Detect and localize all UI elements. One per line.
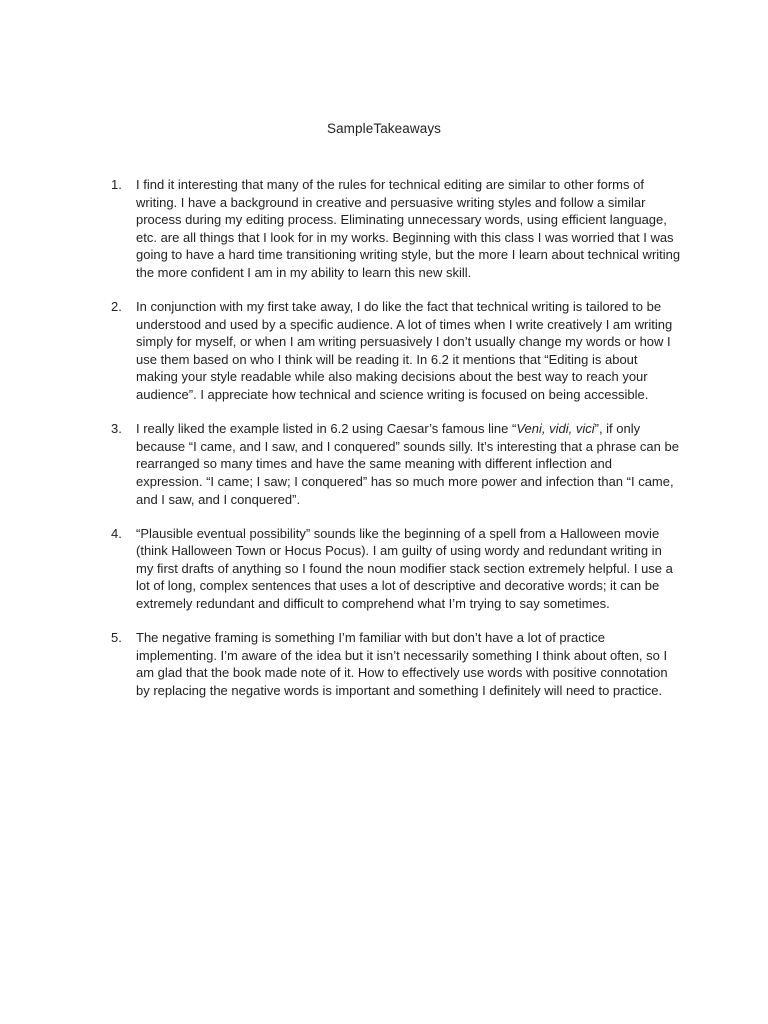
list-item-text: The negative framing is something I’m familiar with but don’t have a lot of practice implementing. I’m aware of the idea but it isn’t necessarily something I think about often, so I am glad that the book made note of it. How to effectively use words with positive connotation by replacing the negative words is important and something I definitely will need to practice. bbox=[136, 630, 668, 698]
list-item-text: In conjunction with my first take away, I do like the fact that technical writing is tailored to be understood and used by a specific audience. A lot of times when I write creatively I am writing simply for myself, or when I am writing persuasively I don’t usually change my words or how I use them based on who I think will be reading it. In 6.2 it mentions that “Editing is about making your style readable while also making decisions about the best way to reach your audience”. I appreciate how technical and science writing is focused on being accessible. bbox=[136, 299, 673, 403]
list-item-number: 3. bbox=[111, 421, 122, 437]
document-title: SampleTakeaways bbox=[326, 121, 442, 136]
list-item-number: 1. bbox=[111, 177, 122, 192]
list-item-text: I find it interesting that many of the rules for technical editing are similar to other forms of writing. I have a background in creative and persuasive writing styles and follow a similar process during my editing process. Eliminating unnecessary words, using efficient language, etc. are all things that I look for in my works. Beginning with this class I was worried that I was going to have a hard time transitioning writing style, but the more I learn about technical writing the more confident I am in my ability to learn this new skill. bbox=[136, 177, 681, 280]
italic-quote: Veni, vidi, vici bbox=[516, 421, 595, 437]
list-item-text: “Plausible eventual possibility” sounds like the beginning of a spell from a Halloween movie (think Halloween Town or Hocus Pocus). I am guilty of using wordy and redundant writing in my first drafts of anything so I found the noun modifier stack section extremely helpful. I use a lot of long, complex sentences that uses a lot of descriptive and decorative words; it can be extremely redundant and difficult to comprehend what I’m trying to say sometimes. bbox=[136, 525, 673, 611]
takeaway-list bbox=[111, 176, 681, 716]
text-segment: ”, if only because “I came, and I saw, and I conquered” sounds silly. It’s interesting that a phrase can be rearranged so many times and have the same meaning with different inflection and expression. “I came; I saw; I conquered” has so much more power and infection than “I came, and I saw, and I conquered”. bbox=[136, 421, 679, 507]
list-item bbox=[111, 629, 681, 699]
list-item-text bbox=[136, 420, 681, 508]
text-segment: I really liked the example listed in 6.2 using Caesar’s famous line “ bbox=[136, 421, 517, 437]
list-item bbox=[111, 525, 681, 613]
list-item-number: 5. bbox=[111, 630, 122, 646]
list-item bbox=[111, 298, 681, 404]
list-item-number: 2. bbox=[111, 299, 122, 315]
list-item bbox=[111, 176, 681, 282]
list-item bbox=[111, 420, 681, 508]
list-item-number: 4. bbox=[111, 525, 122, 541]
